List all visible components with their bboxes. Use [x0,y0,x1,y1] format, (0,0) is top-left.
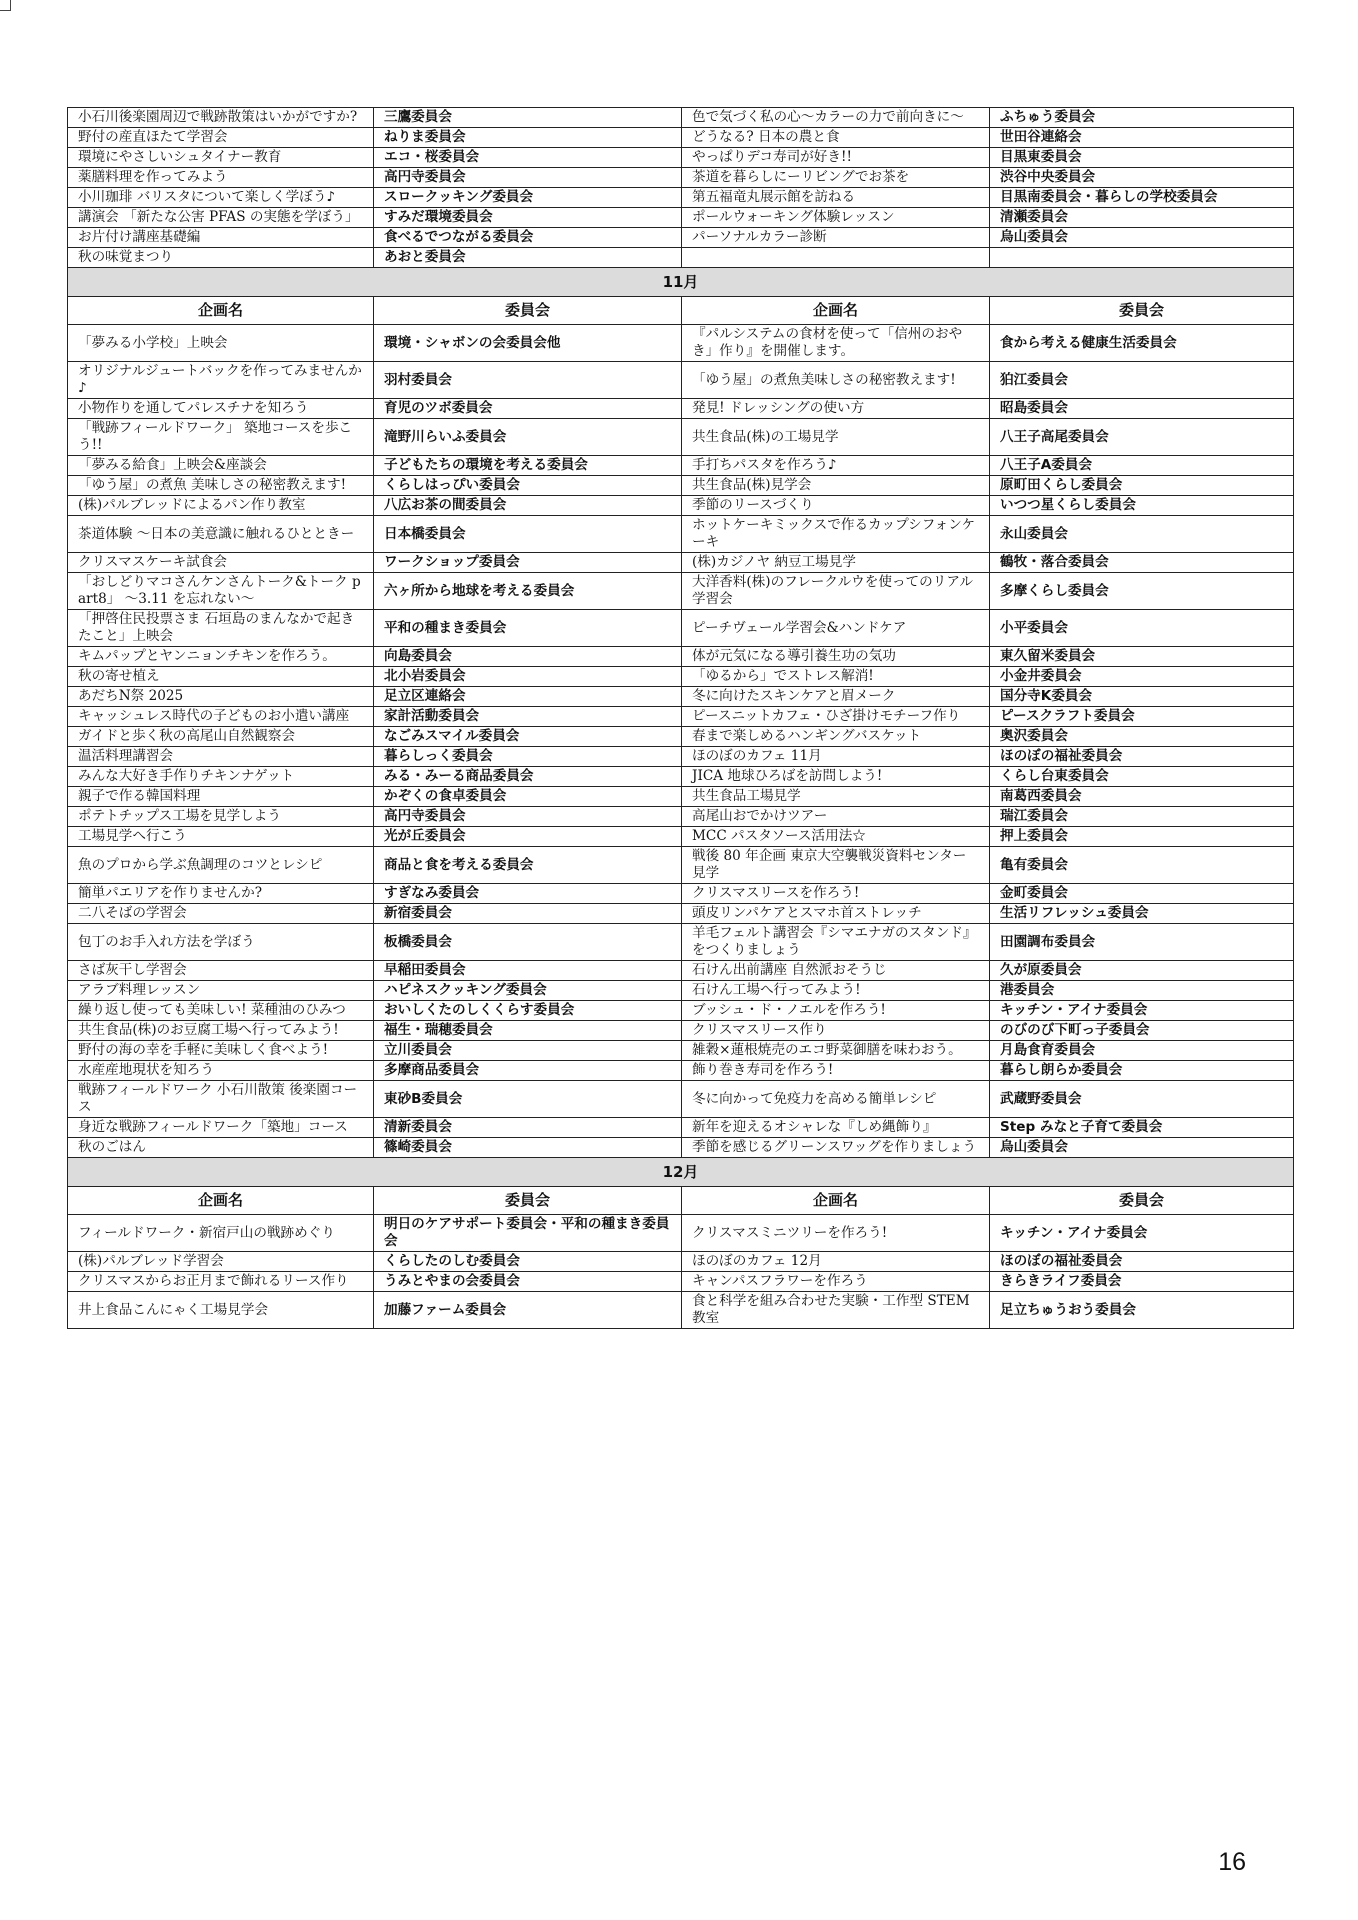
table-row [68,647,1294,667]
committee-cell: 南葛西委員会 [990,787,1294,807]
committee-cell: 国分寺K委員会 [990,687,1294,707]
event-name-cell: 「おしどりマコさんケンさんトーク&トーク part8」 〜3.11 を忘れない〜 [68,573,374,610]
event-name-cell: 雑穀×蓮根焼売のエコ野菜御膳を味わおう。 [682,1041,990,1061]
committee-cell: 新宿委員会 [374,904,682,924]
event-name-cell: 大洋香料(株)のフレークルウを使ってのリアル学習会 [682,573,990,610]
committee-cell: 月島食育委員会 [990,1041,1294,1061]
table-row [68,1215,1294,1252]
event-name-cell: ピースニットカフェ・ひざ掛けモチーフ作り [682,707,990,727]
table-row [68,573,1294,610]
column-header-row [68,297,1294,325]
event-name-cell: 魚のプロから学ぶ魚調理のコツとレシピ [68,847,374,884]
event-name-cell: 秋の味覚まつり [68,248,374,268]
event-name-cell: 新年を迎えるオシャレな『しめ縄飾り』 [682,1118,990,1138]
table-row [68,1041,1294,1061]
event-name-cell: 飾り巻き寿司を作ろう! [682,1061,990,1081]
committee-cell: 八王子高尾委員会 [990,419,1294,456]
committee-cell: キッチン・アイナ委員会 [990,1001,1294,1021]
committee-cell: 八王子A委員会 [990,456,1294,476]
table-row [68,399,1294,419]
committee-cell: 加藤ファーム委員会 [374,1292,682,1329]
event-name-cell: さば灰干し学習会 [68,961,374,981]
header-event-name: 企画名 [682,297,990,325]
table-row [68,208,1294,228]
table-row [68,1021,1294,1041]
committee-cell: すぎなみ委員会 [374,884,682,904]
committee-cell: ピースクラフト委員会 [990,707,1294,727]
event-name-cell: 季節のリースづくり [682,496,990,516]
event-name-cell: 高尾山おでかけツアー [682,807,990,827]
committee-cell: くらし台東委員会 [990,767,1294,787]
committee-cell: ほのぼの福祉委員会 [990,747,1294,767]
event-name-cell: クリスマスリースを作ろう! [682,884,990,904]
table-row [68,476,1294,496]
event-name-cell: お片付け講座基礎編 [68,228,374,248]
committee-cell: ワークショップ委員会 [374,553,682,573]
committee-cell [990,248,1294,268]
committee-cell: Step みなと子育て委員会 [990,1118,1294,1138]
committee-cell: 足立区連絡会 [374,687,682,707]
event-name-cell: 頭皮リンパケアとスマホ首ストレッチ [682,904,990,924]
committee-cell: 早稲田委員会 [374,961,682,981]
committee-cell: 瑞江委員会 [990,807,1294,827]
event-name-cell: 「ゆう屋」の煮魚 美味しさの秘密教えます! [68,476,374,496]
committee-cell: 金町委員会 [990,884,1294,904]
table-row [68,787,1294,807]
schedule-body [68,108,1294,1329]
committee-cell: きらきライフ委員会 [990,1272,1294,1292]
table-row [68,168,1294,188]
committee-cell: 六ヶ所から地球を考える委員会 [374,573,682,610]
event-name-cell: 野付の産直ほたて学習会 [68,128,374,148]
event-name-cell: 石けん工場へ行ってみよう! [682,981,990,1001]
committee-cell: 田園調布委員会 [990,924,1294,961]
event-name-cell: 発見! ドレッシングの使い方 [682,399,990,419]
table-row [68,1118,1294,1138]
header-committee: 委員会 [990,1187,1294,1215]
table-row [68,362,1294,399]
committee-cell: 環境・シャボンの会委員会他 [374,325,682,362]
event-name-cell: 『パルシステムの食材を使って「信州のおやき」作り』を開催します。 [682,325,990,362]
committee-cell: 渋谷中央委員会 [990,168,1294,188]
committee-cell: 狛江委員会 [990,362,1294,399]
event-name-cell: 講演会 「新たな公害 PFAS の実態を学ぼう」 [68,208,374,228]
committee-cell: 平和の種まき委員会 [374,610,682,647]
event-name-cell: 冬に向かって免疫力を高める簡単レシピ [682,1081,990,1118]
table-row [68,1272,1294,1292]
event-name-cell: パーソナルカラー診断 [682,228,990,248]
event-name-cell: 「押啓住民投票さま 石垣島のまんなかで起きたこと」上映会 [68,610,374,647]
table-row [68,128,1294,148]
committee-cell: 東砂B委員会 [374,1081,682,1118]
table-row [68,248,1294,268]
header-event-name: 企画名 [68,297,374,325]
event-name-cell: 工場見学へ行こう [68,827,374,847]
month-heading: 12月 [68,1158,1294,1187]
event-name-cell: 共生食品(株)の工場見学 [682,419,990,456]
event-name-cell: ブッシュ・ド・ノエルを作ろう! [682,1001,990,1021]
committee-cell: 武蔵野委員会 [990,1081,1294,1118]
committee-cell: 光が丘委員会 [374,827,682,847]
committee-cell: 向島委員会 [374,647,682,667]
page-number: 16 [1218,1848,1246,1876]
event-name-cell: 春まで楽しめるハンギングバスケット [682,727,990,747]
event-name-cell: 繰り返し使っても美味しい! 菜種油のひみつ [68,1001,374,1021]
table-row [68,807,1294,827]
committee-cell: キッチン・アイナ委員会 [990,1215,1294,1252]
header-committee: 委員会 [990,297,1294,325]
event-name-cell: やっぱりデコ寿司が好き!! [682,148,990,168]
committee-cell: ねりま委員会 [374,128,682,148]
table-row [68,1138,1294,1158]
table-row [68,961,1294,981]
committee-cell: 鶴牧・落合委員会 [990,553,1294,573]
committee-cell: 食から考える健康生活委員会 [990,325,1294,362]
table-row [68,904,1294,924]
committee-cell: 原町田くらし委員会 [990,476,1294,496]
header-event-name: 企画名 [68,1187,374,1215]
table-row [68,1061,1294,1081]
event-name-cell [682,248,990,268]
committee-cell: 福生・瑞穂委員会 [374,1021,682,1041]
event-name-cell: アラブ料理レッスン [68,981,374,1001]
event-name-cell: 「ゆう屋」の煮魚美味しさの秘密教えます! [682,362,990,399]
committee-cell: 八広お茶の間委員会 [374,496,682,516]
event-name-cell: 羊毛フェルト講習会『シマエナガのスタンド』をつくりましょう [682,924,990,961]
committee-cell: 暮らし朗らか委員会 [990,1061,1294,1081]
event-name-cell: 薬膳料理を作ってみよう [68,168,374,188]
committee-cell: 家計活動委員会 [374,707,682,727]
event-name-cell: みんな大好き手作りチキンナゲット [68,767,374,787]
table-row [68,1292,1294,1329]
event-name-cell: 温活料理講習会 [68,747,374,767]
committee-cell: 小平委員会 [990,610,1294,647]
table-row [68,419,1294,456]
committee-cell: 久が原委員会 [990,961,1294,981]
crop-mark [0,0,11,11]
table-row [68,1252,1294,1272]
event-name-cell: 戦跡フィールドワーク 小石川散策 後楽園コース [68,1081,374,1118]
committee-cell: 東久留米委員会 [990,647,1294,667]
committee-cell: おいしくたのしくくらす委員会 [374,1001,682,1021]
committee-cell: 篠崎委員会 [374,1138,682,1158]
table-row [68,707,1294,727]
committee-cell: 板橋委員会 [374,924,682,961]
committee-cell: 烏山委員会 [990,228,1294,248]
table-row [68,553,1294,573]
event-name-cell: 親子で作る韓国料理 [68,787,374,807]
event-name-cell: ピーチヴェール学習会&ハンドケア [682,610,990,647]
event-name-cell: どうなる? 日本の農と食 [682,128,990,148]
committee-cell: みる・みーる商品委員会 [374,767,682,787]
event-name-cell: 小物作りを通してパレスチナを知ろう [68,399,374,419]
event-name-cell: 茶道体験 〜日本の美意識に触れるひとときー [68,516,374,553]
event-name-cell: 「夢みる給食」上映会&座談会 [68,456,374,476]
committee-cell: 目黒東委員会 [990,148,1294,168]
header-committee: 委員会 [374,297,682,325]
committee-cell: 亀有委員会 [990,847,1294,884]
table-row [68,884,1294,904]
event-name-cell: 「夢みる小学校」上映会 [68,325,374,362]
committee-cell: くらしたのしむ委員会 [374,1252,682,1272]
event-name-cell: キャッシュレス時代の子どものお小遣い講座 [68,707,374,727]
header-committee: 委員会 [374,1187,682,1215]
event-name-cell: (株)カジノヤ 納豆工場見学 [682,553,990,573]
committee-cell: 永山委員会 [990,516,1294,553]
event-name-cell: 共生食品(株)見学会 [682,476,990,496]
committee-cell: のびのび下町っ子委員会 [990,1021,1294,1041]
table-row [68,667,1294,687]
month-heading-row [68,1158,1294,1187]
event-name-cell: 小石川後楽園周辺で戦跡散策はいかがですか? [68,108,374,128]
committee-cell: ハピネスクッキング委員会 [374,981,682,1001]
event-name-cell: 共生食品工場見学 [682,787,990,807]
committee-cell: 北小岩委員会 [374,667,682,687]
month-heading: 11月 [68,268,1294,297]
event-name-cell: 秋の寄せ植え [68,667,374,687]
committee-cell: 暮らしっく委員会 [374,747,682,767]
event-name-cell: クリスマスミニツリーを作ろう! [682,1215,990,1252]
event-name-cell: キャンパスフラワーを作ろう [682,1272,990,1292]
event-name-cell: ポテトチップス工場を見学しよう [68,807,374,827]
event-name-cell: MCC パスタソース活用法☆ [682,827,990,847]
committee-cell: 高円寺委員会 [374,807,682,827]
event-schedule-table [67,107,1294,1329]
committee-cell: ほのぼの福祉委員会 [990,1252,1294,1272]
committee-cell: 世田谷連絡会 [990,128,1294,148]
event-name-cell: ポールウォーキング体験レッスン [682,208,990,228]
table-row [68,610,1294,647]
table-row [68,1001,1294,1021]
event-name-cell: 「ゆるから」でストレス解消! [682,667,990,687]
committee-cell: あおと委員会 [374,248,682,268]
event-name-cell: 「戦跡フィールドワーク」 築地コースを歩こう!! [68,419,374,456]
event-name-cell: 共生食品(株)のお豆腐工場へ行ってみよう! [68,1021,374,1041]
event-name-cell: 簡単パエリアを作りませんか? [68,884,374,904]
committee-cell: いつつ星くらし委員会 [990,496,1294,516]
committee-cell: 奥沢委員会 [990,727,1294,747]
table-row [68,456,1294,476]
event-name-cell: JICA 地球ひろばを訪問しよう! [682,767,990,787]
committee-cell: 三鷹委員会 [374,108,682,128]
event-name-cell: フィールドワーク・新宿戸山の戦跡めぐり [68,1215,374,1252]
committee-cell: 多摩商品委員会 [374,1061,682,1081]
committee-cell: 高円寺委員会 [374,168,682,188]
table-row [68,687,1294,707]
table-row [68,228,1294,248]
committee-cell: かぞくの食卓委員会 [374,787,682,807]
committee-cell: 押上委員会 [990,827,1294,847]
committee-cell: スロークッキング委員会 [374,188,682,208]
event-name-cell: 石けん出前講座 自然派おそうじ [682,961,990,981]
table-row [68,1081,1294,1118]
committee-cell: 商品と食を考える委員会 [374,847,682,884]
committee-cell: 食べるでつながる委員会 [374,228,682,248]
committee-cell: 小金井委員会 [990,667,1294,687]
committee-cell: ふちゅう委員会 [990,108,1294,128]
event-name-cell: クリスマスリース作り [682,1021,990,1041]
table-row [68,747,1294,767]
committee-cell: 日本橋委員会 [374,516,682,553]
committee-cell: 足立ちゅうおう委員会 [990,1292,1294,1329]
event-name-cell: 戦後 80 年企画 東京大空襲戦災資料センター見学 [682,847,990,884]
event-name-cell: 野付の海の幸を手軽に美味しく食べよう! [68,1041,374,1061]
committee-cell: 清新委員会 [374,1118,682,1138]
column-header-row [68,1187,1294,1215]
committee-cell: 港委員会 [990,981,1294,1001]
committee-cell: 清瀬委員会 [990,208,1294,228]
event-name-cell: 手打ちパスタを作ろう♪ [682,456,990,476]
committee-cell: なごみスマイル委員会 [374,727,682,747]
event-name-cell: 季節を感じるグリーンスワッグを作りましょう [682,1138,990,1158]
event-name-cell: 環境にやさしいシュタイナー教育 [68,148,374,168]
header-event-name: 企画名 [682,1187,990,1215]
month-heading-row [68,268,1294,297]
event-name-cell: 包丁のお手入れ方法を学ぼう [68,924,374,961]
committee-cell: 多摩くらし委員会 [990,573,1294,610]
table-row [68,727,1294,747]
committee-cell: 昭島委員会 [990,399,1294,419]
event-name-cell: (株)パルブレッドによるパン作り教室 [68,496,374,516]
event-name-cell: ほのぼのカフェ 11月 [682,747,990,767]
table-row [68,325,1294,362]
table-row [68,847,1294,884]
committee-cell: 立川委員会 [374,1041,682,1061]
event-name-cell: ホットケーキミックスで作るカップシフォンケーキ [682,516,990,553]
committee-cell: 明日のケアサポート委員会・平和の種まき委員会 [374,1215,682,1252]
event-name-cell: 井上食品こんにゃく工場見学会 [68,1292,374,1329]
event-name-cell: 二八そばの学習会 [68,904,374,924]
table-row [68,496,1294,516]
table-row [68,188,1294,208]
event-name-cell: 第五福竜丸展示館を訪ねる [682,188,990,208]
table-row [68,148,1294,168]
committee-cell: くらしはっぴい委員会 [374,476,682,496]
event-name-cell: 秋のごはん [68,1138,374,1158]
table-row [68,981,1294,1001]
event-name-cell: 小川珈琲 バリスタについて楽しく学ぼう♪ [68,188,374,208]
table-row [68,516,1294,553]
event-name-cell: オリジナルジュートバックを作ってみませんか♪ [68,362,374,399]
committee-cell: エコ・桜委員会 [374,148,682,168]
committee-cell: 目黒南委員会・暮らしの学校委員会 [990,188,1294,208]
event-name-cell: 冬に向けたスキンケアと眉メーク [682,687,990,707]
committee-cell: 子どもたちの環境を考える委員会 [374,456,682,476]
event-name-cell: (株)パルブレッド学習会 [68,1252,374,1272]
committee-cell: 羽村委員会 [374,362,682,399]
committee-cell: 滝野川らいふ委員会 [374,419,682,456]
committee-cell: 育児のツボ委員会 [374,399,682,419]
committee-cell: すみだ環境委員会 [374,208,682,228]
table-row [68,767,1294,787]
event-name-cell: 食と科学を組み合わせた実験・工作型 STEM 教室 [682,1292,990,1329]
table-row [68,924,1294,961]
event-name-cell: 体が元気になる導引養生功の気功 [682,647,990,667]
table-row [68,108,1294,128]
committee-cell: 生活リフレッシュ委員会 [990,904,1294,924]
event-name-cell: ガイドと歩く秋の高尾山自然観察会 [68,727,374,747]
event-name-cell: ほのぼのカフェ 12月 [682,1252,990,1272]
committee-cell: うみとやまの会委員会 [374,1272,682,1292]
event-name-cell: クリスマスケーキ試食会 [68,553,374,573]
event-name-cell: 色で気づく私の心〜カラーの力で前向きに〜 [682,108,990,128]
committee-cell: 烏山委員会 [990,1138,1294,1158]
event-name-cell: クリスマスからお正月まで飾れるリース作り [68,1272,374,1292]
table-row [68,827,1294,847]
event-name-cell: あだちN祭 2025 [68,687,374,707]
event-name-cell: キムパップとヤンニョンチキンを作ろう。 [68,647,374,667]
event-name-cell: 水産産地現状を知ろう [68,1061,374,1081]
event-name-cell: 身近な戦跡フィールドワーク「築地」コース [68,1118,374,1138]
event-name-cell: 茶道を暮らしにーリビングでお茶を [682,168,990,188]
